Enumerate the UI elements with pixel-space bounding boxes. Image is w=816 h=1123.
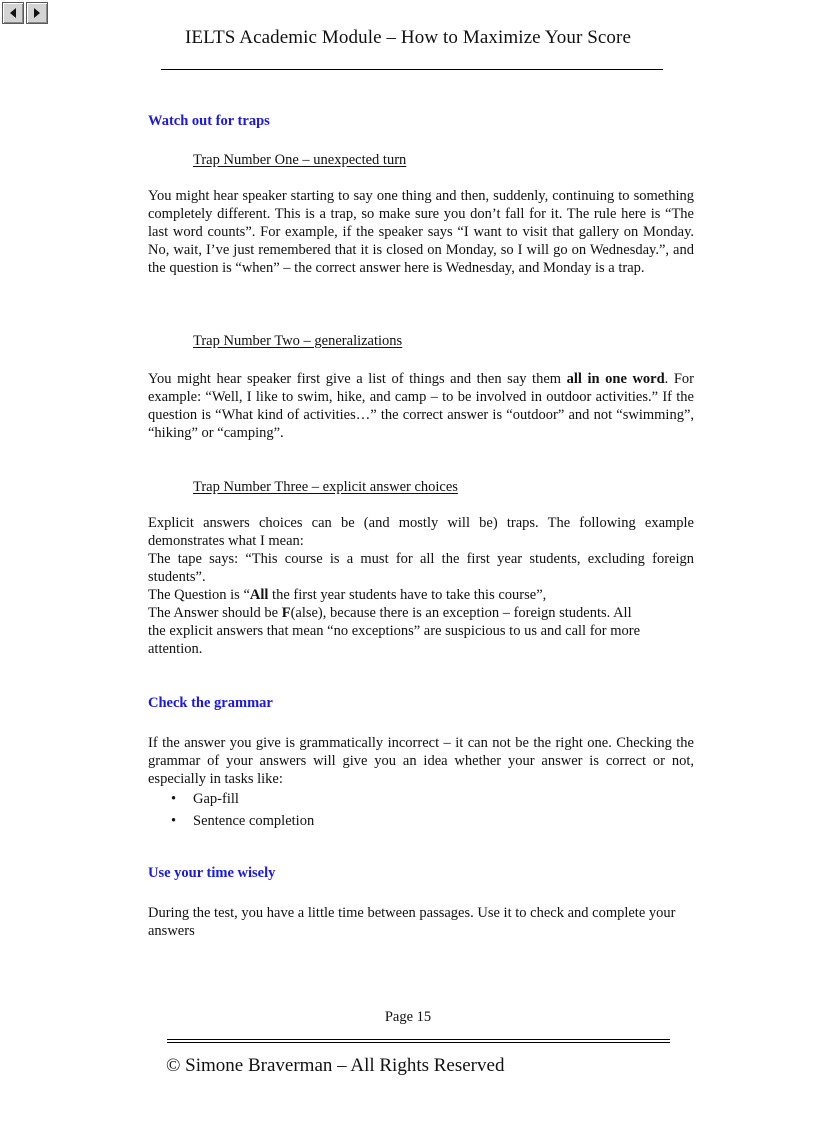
- arrow-left-icon: [8, 7, 18, 19]
- previous-page-button[interactable]: [2, 2, 24, 24]
- bullet-icon: •: [171, 813, 177, 829]
- list-item: • Gap-fill: [148, 788, 314, 810]
- trap-three-answer-line-3: attention.: [148, 641, 203, 657]
- next-page-button[interactable]: [26, 2, 48, 24]
- time-text: During the test, you have a little time between passages. Use it to check and complete your answers: [148, 905, 676, 939]
- page-number: Page 15: [384, 1009, 432, 1025]
- section-heading-traps: Watch out for traps: [148, 113, 270, 129]
- page-navigation: [2, 2, 48, 24]
- grammar-paragraph: [148, 734, 694, 788]
- trap-three-tape: The tape says: “This course is a must for all the first year students, excluding foreign students”.: [148, 551, 694, 585]
- trap-three-title: Trap Number Three – explicit answer choices: [193, 479, 458, 495]
- trap-three-paragraph: [148, 514, 694, 658]
- trap-two-emphasis: all in one word: [566, 371, 665, 387]
- header-divider: [161, 69, 663, 70]
- trap-one-title: Trap Number One – unexpected turn: [193, 152, 407, 168]
- document-header-title: IELTS Academic Module – How to Maximize Your Score: [185, 27, 631, 48]
- grammar-text: If the answer you give is grammatically incorrect – it can not be the right one. Checking the grammar of your answers will give you an idea whether your answer is correct or not, especially in tasks like:: [148, 735, 694, 787]
- trap-one-text: You might hear speaker starting to say one thing and then, suddenly, continuing to something completely different. This is a trap, so make sure you don’t fall for it. The rule here is “The last word counts”. For example, if the speaker says “I want to visit that gallery on Monday. No, wait, I’ve just remembered that it is closed on Monday, so I will go on Wednesday.”, and the question is “when” – the correct answer here is Wednesday, and Monday is a trap.: [148, 188, 694, 276]
- trap-two-text-end: . For example: “Well, I like to swim, hike, and camp – to be involved in outdoor activities.” If the question is “What kind of activities…” the correct answer is “outdoor” and not “swimming”, “hiking” or “camping”.: [148, 371, 694, 441]
- grammar-task-list: [148, 788, 314, 832]
- list-item: • Sentence completion: [148, 810, 314, 832]
- trap-three-question: The Question is “All the first year students have to take this course”,: [148, 587, 547, 603]
- arrow-right-icon: [32, 7, 42, 19]
- trap-one-paragraph: [148, 187, 694, 277]
- section-heading-time: Use your time wisely: [148, 865, 276, 881]
- trap-two-paragraph: [148, 370, 694, 442]
- copyright-notice: © Simone Braverman – All Rights Reserved: [166, 1055, 505, 1076]
- trap-two-title: Trap Number Two – generalizations: [193, 333, 403, 349]
- trap-three-intro: Explicit answers choices can be (and mostly will be) traps. The following example demonstrates what I mean:: [148, 515, 694, 549]
- trap-three-answer-line-2: the explicit answers that mean “no exceptions” are suspicious to us and call for more: [148, 623, 641, 639]
- time-paragraph: [148, 904, 678, 940]
- footer-divider: [167, 1039, 670, 1043]
- section-heading-grammar: Check the grammar: [148, 695, 273, 711]
- trap-two-text-start: You might hear speaker first give a list of things and then say them: [148, 371, 567, 387]
- bullet-icon: •: [171, 791, 177, 807]
- trap-three-answer: The Answer should be F(alse), because there is an exception – foreign students. All: [148, 605, 632, 621]
